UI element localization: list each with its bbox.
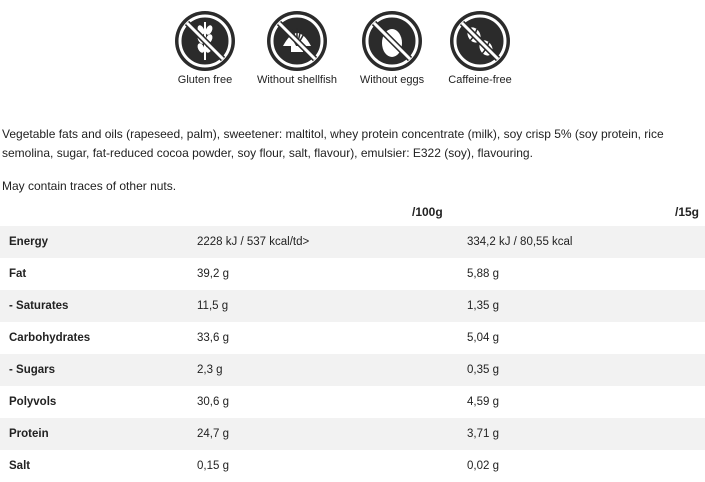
value-per-15g: 1,35 g bbox=[467, 290, 705, 322]
nutrient-name: Fat bbox=[9, 268, 27, 280]
badge-label: Without eggs bbox=[359, 74, 425, 86]
nutrient-name: Energy bbox=[0, 226, 197, 258]
nutrition-table bbox=[0, 226, 705, 482]
value-per-100g: 39,2 g bbox=[197, 268, 229, 280]
value-per-100g: 33,6 g bbox=[197, 332, 229, 344]
value-per-15g: 4,59 g bbox=[467, 396, 499, 408]
nutrient-name: - Sugars bbox=[0, 354, 197, 386]
value-per-100g: 30,6 g bbox=[197, 396, 229, 408]
value-per-15g: 3,71 g bbox=[467, 418, 705, 450]
nutrient-name: Protein bbox=[0, 418, 197, 450]
column-header-15g: /15g bbox=[674, 205, 699, 219]
allergen-badges bbox=[0, 10, 705, 90]
nutrient-name: Polyvols bbox=[9, 396, 57, 408]
value-per-100g: 11,5 g bbox=[197, 290, 467, 322]
value-per-15g: 5,04 g bbox=[467, 332, 499, 344]
value-per-15g: 0,02 g bbox=[467, 460, 499, 472]
nutrition-row-carbohydrates bbox=[0, 322, 705, 354]
value-per-100g: 0,15 g bbox=[197, 460, 229, 472]
nutrition-row-polyvols bbox=[0, 386, 705, 418]
nutrient-name: - Saturates bbox=[0, 290, 197, 322]
caffeine-free-icon bbox=[449, 10, 511, 72]
without-shellfish-icon bbox=[266, 10, 328, 72]
badge-label: Without shellfish bbox=[256, 74, 338, 86]
value-per-100g: 2,3 g bbox=[197, 354, 467, 386]
value-per-100g: 24,7 g bbox=[197, 418, 467, 450]
without-eggs-icon bbox=[361, 10, 423, 72]
nutrition-row-sugars bbox=[0, 354, 705, 386]
nutrient-name: Carbohydrates bbox=[9, 332, 91, 344]
value-per-15g: 0,35 g bbox=[467, 354, 705, 386]
badge-gluten-free bbox=[155, 10, 255, 86]
nutrition-row-saturates bbox=[0, 290, 705, 322]
nutrition-row-salt bbox=[0, 450, 705, 482]
gluten-free-icon bbox=[174, 10, 236, 72]
nutrition-row-fat bbox=[0, 258, 705, 290]
value-per-15g: 5,88 g bbox=[467, 268, 499, 280]
nutrient-name: Salt bbox=[9, 460, 31, 472]
badge-label: Caffeine-free bbox=[448, 74, 512, 86]
badge-without-shellfish bbox=[247, 10, 347, 86]
ingredients-text: Vegetable fats and oils (rapeseed, palm), sweetener: maltitol, whey protein concentrate (milk), soy crisp 5% (soy protein, rice semolina, sugar, fat-reduced cocoa powder, soy flour, salt, flavour), emulsier: E322 (soy), flavouring. bbox=[2, 127, 664, 160]
allergen-note: May contain traces of other nuts. bbox=[2, 179, 177, 193]
badge-caffeine-free bbox=[430, 10, 530, 86]
badge-label: Gluten free bbox=[177, 74, 233, 86]
value-per-15g: 334,2 kJ / 80,55 kcal bbox=[467, 226, 705, 258]
nutrition-row-energy bbox=[0, 226, 705, 258]
nutrition-row-protein bbox=[0, 418, 705, 450]
badge-without-eggs bbox=[342, 10, 442, 86]
value-per-100g: 2228 kJ / 537 kcal/td> bbox=[197, 226, 467, 258]
column-header-100g: /100g bbox=[412, 205, 443, 219]
